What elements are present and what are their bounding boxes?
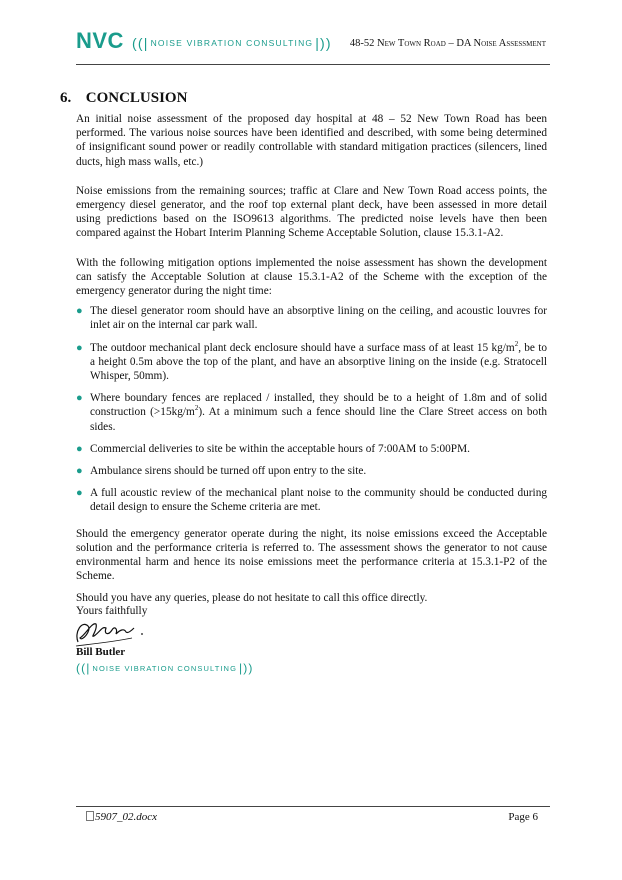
closing-line: Should you have any queries, please do not hesitate to call this office directly. [76, 592, 428, 604]
paragraph: With the following mitigation options implemented the noise assessment has shown the development can satisfy the Acceptable Solution at clause 15.3.1-A2 of the Scheme with the exception of the emergency generator during the night time: [76, 256, 547, 298]
sound-wave-left-icon: ((| [76, 661, 91, 675]
sound-wave-right-icon: |)) [315, 35, 332, 51]
section-heading [60, 90, 187, 107]
sound-wave-right-icon: |)) [239, 661, 254, 675]
conclusion-body [76, 112, 547, 598]
footer-filename: 5907_02.docx [86, 811, 157, 823]
bullet-icon: ● [76, 465, 83, 478]
footer-divider [76, 806, 550, 807]
logo-tagline [132, 35, 332, 51]
list-item: ● Ambulance sirens should be turned off upon entry to the site. [76, 465, 367, 478]
section-title: CONCLUSION [85, 90, 188, 106]
bullet-icon: ● [76, 305, 83, 318]
section-number: 6. [60, 90, 72, 106]
valediction: Yours faithfully [76, 605, 148, 617]
sound-wave-left-icon: ((| [132, 35, 149, 51]
list-item: ● The outdoor mechanical plant deck enclosure should have a surface mass of at least 15 $kg/m^2$, be to a height 0.5m above the top of the plant, and have an absorptive lining on the inside (e.g. Stratocell Whisper, 50mm). [76, 339, 547, 383]
list-item: ● The diesel generator room should have an absorptive lining on the ceiling, and acoustic louvres for inlet air on the internal car park wall. [76, 305, 547, 332]
company-name: NOISE VIBRATION CONSULTING [92, 663, 238, 673]
page-number: Page 6 [508, 811, 538, 823]
paragraph: An initial noise assessment of the proposed day hospital at 48 – 52 New Town Road has been performed. The various noise sources have been identified and described, with some being determined of insignificant sound power or readily controllable with standard mitigation practices (silencers, lined ducts, high mass walls, etc.) [76, 113, 547, 168]
logo-tagline-text: NOISE VIBRATION CONSULTING [150, 38, 314, 48]
signer-name: Bill Butler [76, 646, 126, 658]
document-icon [86, 811, 94, 821]
final-paragraph: Should the emergency generator operate during the night, its noise emissions exceed the Acceptable solution and the performance criteria is referred to. The assessment shows the generator to not cause environmental harm and hence its noise emissions meet the performance criteria at 15.3.1-P2 of the Scheme. [76, 527, 547, 583]
list-item: ● Where boundary fences are replaced / installed, they should be to a height of 1.8m and of solid construction $(>15kg/m^2)$. At a minimum such a fence should line the Clare Street access on both sides. [76, 392, 547, 433]
mitigation-list [76, 304, 547, 514]
document-header-title: 48-52 New Town Road – DA Noise Assessment [349, 38, 546, 49]
signature-company-logo [76, 661, 253, 675]
bullet-icon: ● [76, 487, 83, 500]
header-divider [76, 64, 550, 65]
list-item: ● A full acoustic review of the mechanical plant noise to the community should be conducted during detail design to ensure the Scheme criteria are met. [76, 487, 547, 514]
bullet-icon: ● [76, 392, 83, 405]
bullet-icon: ● [76, 442, 83, 455]
nvc-logo: NVC [76, 28, 124, 53]
paragraph: Noise emissions from the remaining sources; traffic at Clare and New Town Road access points, the emergency diesel generator, and the roof top external plant deck, have been assessed in more detail using predictions based on the ISO9613 algorithms. The predicted noise levels have then been compared against the Hobart Interim Planning Scheme Acceptable Solution, clause 15.3.1-A2. [76, 184, 547, 240]
bullet-icon: ● [76, 341, 83, 354]
list-item: ● Commercial deliveries to site be within the acceptable hours of 7:00AM to 5:00PM. [76, 442, 470, 455]
